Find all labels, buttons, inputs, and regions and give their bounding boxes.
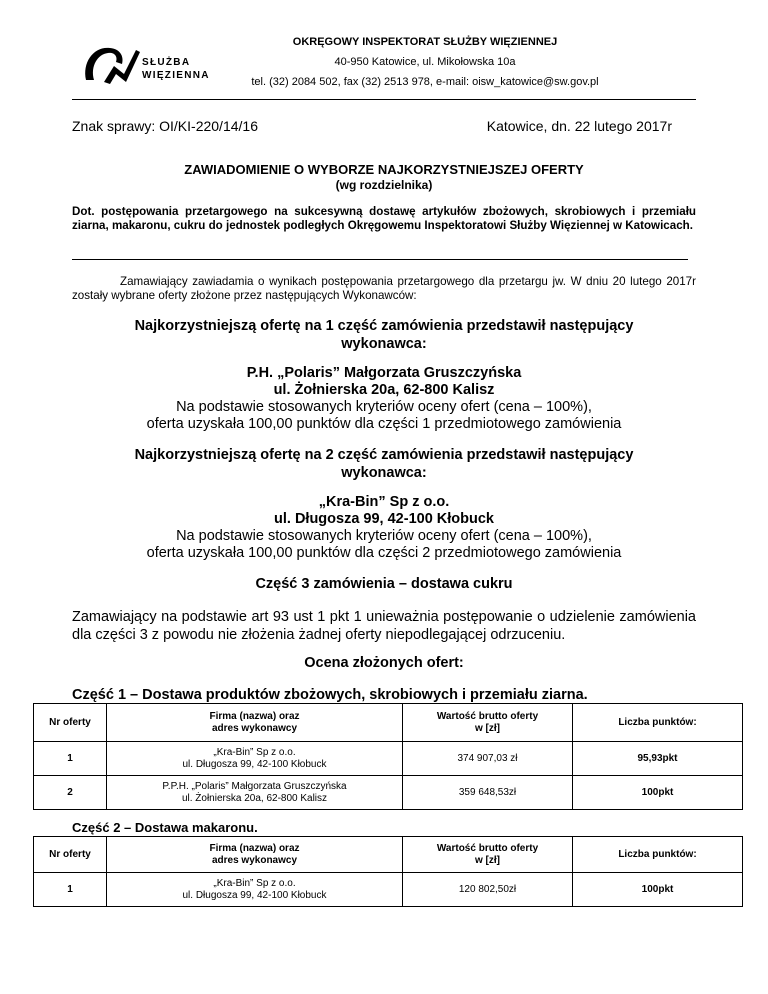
part2-basis: Na podstawie stosowanych kryteriów oceny ofert (cena – 100%), (176, 528, 592, 544)
header-value: Wartość brutto oferty w [zł] (403, 704, 573, 742)
regarding-divider (72, 259, 688, 260)
table-row (34, 776, 743, 810)
part1-score: oferta uzyskała 100,00 punktów dla części 1 przedmiotowego zamówienia (146, 416, 622, 432)
table1-title: Część 1 – Dostawa produktów zbożowych, skrobiowych i przemiału ziarna. (72, 687, 588, 703)
cell-value: 374 907,03 zł (403, 742, 573, 776)
part2-score: oferta uzyskała 100,00 punktów dla części 2 przedmiotowego zamówienia (146, 545, 622, 561)
cell-nr: 1 (34, 742, 107, 776)
part3-text: Zamawiający na podstawie art 93 ust 1 pkt 1 unieważnia postępowanie o udzielenie zamówienia dla części 3 z powodu nie złożenia żadnej oferty niepodlegającej odrzuceniu. (72, 609, 696, 643)
case-reference: Znak sprawy: OI/KI-220/14/16 (72, 118, 258, 134)
intro-paragraph: Zamawiający zawiadamia o wynikach postępowania przetargowego dla przetargu jw. W dniu 20 lutego 2017r zostały wybrane oferty złożone przez następujących Wykonawców: (72, 275, 696, 302)
table-row (34, 742, 743, 776)
header-divider (72, 99, 696, 100)
institution-address: 40-950 Katowice, ul. Mikołowska 10a (334, 56, 516, 68)
part1-basis: Na podstawie stosowanych kryteriów oceny ofert (cena – 100%), (176, 399, 592, 415)
part3-heading: Część 3 zamówienia – dostawa cukru (255, 576, 513, 592)
institution-name: OKRĘGOWY INSPEKTORAT SŁUŻBY WIĘZIENNEJ (292, 36, 558, 48)
part1-firm-address: ul. Żołnierska 20a, 62-800 Kalisz (273, 382, 495, 398)
header-points: Liczba punktów: (573, 837, 743, 873)
header-nr: Nr oferty (34, 704, 107, 742)
document-subtitle: (wg rozdzielnika) (335, 178, 433, 192)
document-title: ZAWIADOMIENIE O WYBORZE NAJKORZYSTNIEJSZEJ OFERTY (184, 162, 584, 177)
header-firm: Firma (nazwa) oraz adres wykonawcy (107, 837, 403, 873)
cell-firm: P.P.H. „Polaris” Małgorzata Gruszczyńska ul. Żołnierska 20a, 62-800 Kalisz (107, 776, 403, 810)
cell-points: 100pkt (573, 873, 743, 907)
header-nr: Nr oferty (34, 837, 107, 873)
part1-heading: Najkorzystniejszą ofertę na 1 część zamówienia przedstawił następujący wykonawca: (134, 318, 634, 352)
document-date: Katowice, dn. 22 lutego 2017r (486, 118, 672, 134)
logo-text: SŁUŻBA WIĘZIENNA (142, 57, 210, 81)
cell-nr: 2 (34, 776, 107, 810)
table-row (34, 873, 743, 907)
part1-firm-name: P.H. „Polaris” Małgorzata Gruszczyńska (246, 365, 522, 381)
cell-points: 100pkt (573, 776, 743, 810)
evaluation-heading: Ocena złożonych ofert: (304, 655, 464, 671)
cell-nr: 1 (34, 873, 107, 907)
institution-contact: tel. (32) 2084 502, fax (32) 2513 978, e-mail: oisw_katowice@sw.gov.pl (251, 76, 599, 88)
cell-points: 95,93pkt (573, 742, 743, 776)
part2-heading: Najkorzystniejszą ofertę na 2 część zamówienia przedstawił następujący wykonawca: (134, 447, 634, 481)
part2-firm-name: „Kra-Bin” Sp z o.o. (318, 494, 450, 510)
header-value: Wartość brutto oferty w [zł] (403, 837, 573, 873)
cell-value: 359 648,53zł (403, 776, 573, 810)
table1-header-row (34, 704, 743, 742)
cell-value: 120 802,50zł (403, 873, 573, 907)
header-firm: Firma (nazwa) oraz adres wykonawcy (107, 704, 403, 742)
table2-header-row (34, 837, 743, 873)
header-points: Liczba punktów: (573, 704, 743, 742)
cell-firm: „Kra-Bin” Sp z o.o. ul. Długosza 99, 42-100 Kłobuck (107, 742, 403, 776)
cell-firm: „Kra-Bin” Sp z o.o. ul. Długosza 99, 42-100 Kłobuck (107, 873, 403, 907)
regarding-text: Dot. postępowania przetargowego na sukcesywną dostawę artykułów zbożowych, skrobiowych i przemiału ziarna, makaronu, cukru do jednostek podległych Okręgowemu Inspektoratowi Służby Więziennej w Katowicach. (72, 205, 696, 232)
table1 (33, 703, 743, 810)
table2 (33, 836, 743, 907)
part2-firm-address: ul. Długosza 99, 42-100 Kłobuck (274, 511, 494, 527)
table2-title: Część 2 – Dostawa makaronu. (72, 820, 258, 835)
